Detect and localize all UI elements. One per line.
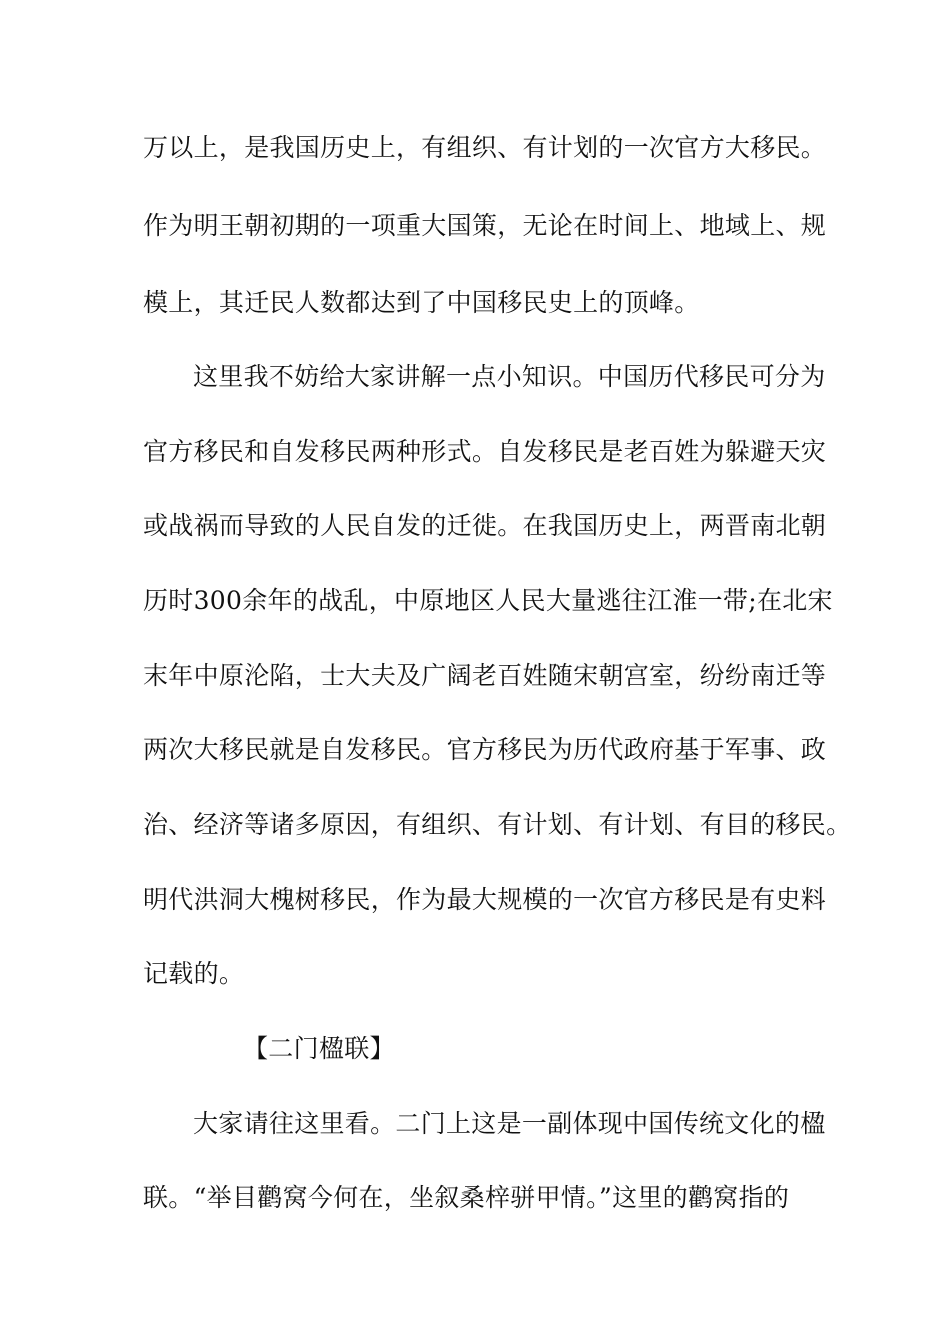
text-line: 记载的。 (143, 959, 245, 988)
text-line: 末年中原沦陷，士大夫及广阔老百姓随宋朝宫室，纷纷南迁等 (143, 661, 827, 690)
text-line: 作为明王朝初期的一项重大国策，无论在时间上、地域上、规 (143, 211, 827, 240)
text-line: 万以上，是我国历史上，有组织、有计划的一次官方大移民。 (143, 133, 827, 162)
paragraph-first-line: 这里我不妨给大家讲解一点小知识。中国历代移民可分为 (193, 362, 826, 391)
text-line: 历时300余年的战乱，中原地区人民大量逃往江淮一带;在北宋 (143, 586, 833, 615)
text-line: 模上，其迁民人数都达到了中国移民史上的顶峰。 (143, 288, 700, 317)
text-line: 两次大移民就是自发移民。官方移民为历代政府基于军事、政 (143, 735, 827, 764)
text-line: 明代洪洞大槐树移民，作为最大规模的一次官方移民是有史料 (143, 885, 827, 914)
paragraph-first-line: 大家请往这里看。二门上这是一副体现中国传统文化的楹 (193, 1109, 826, 1138)
text-line: 联。“举目鹳窝今何在，坐叙桑梓骈甲情。”这里的鹳窝指的 (143, 1183, 790, 1212)
text-line: 治、经济等诸多原因，有组织、有计划、有计划、有目的移民。 (143, 810, 852, 839)
text-line: 官方移民和自发移民两种形式。自发移民是老百姓为躲避天灾 (143, 437, 827, 466)
section-heading: 【二门楹联】 (243, 1034, 395, 1063)
text-line: 或战祸而导致的人民自发的迁徙。在我国历史上，两晋南北朝 (143, 511, 827, 540)
